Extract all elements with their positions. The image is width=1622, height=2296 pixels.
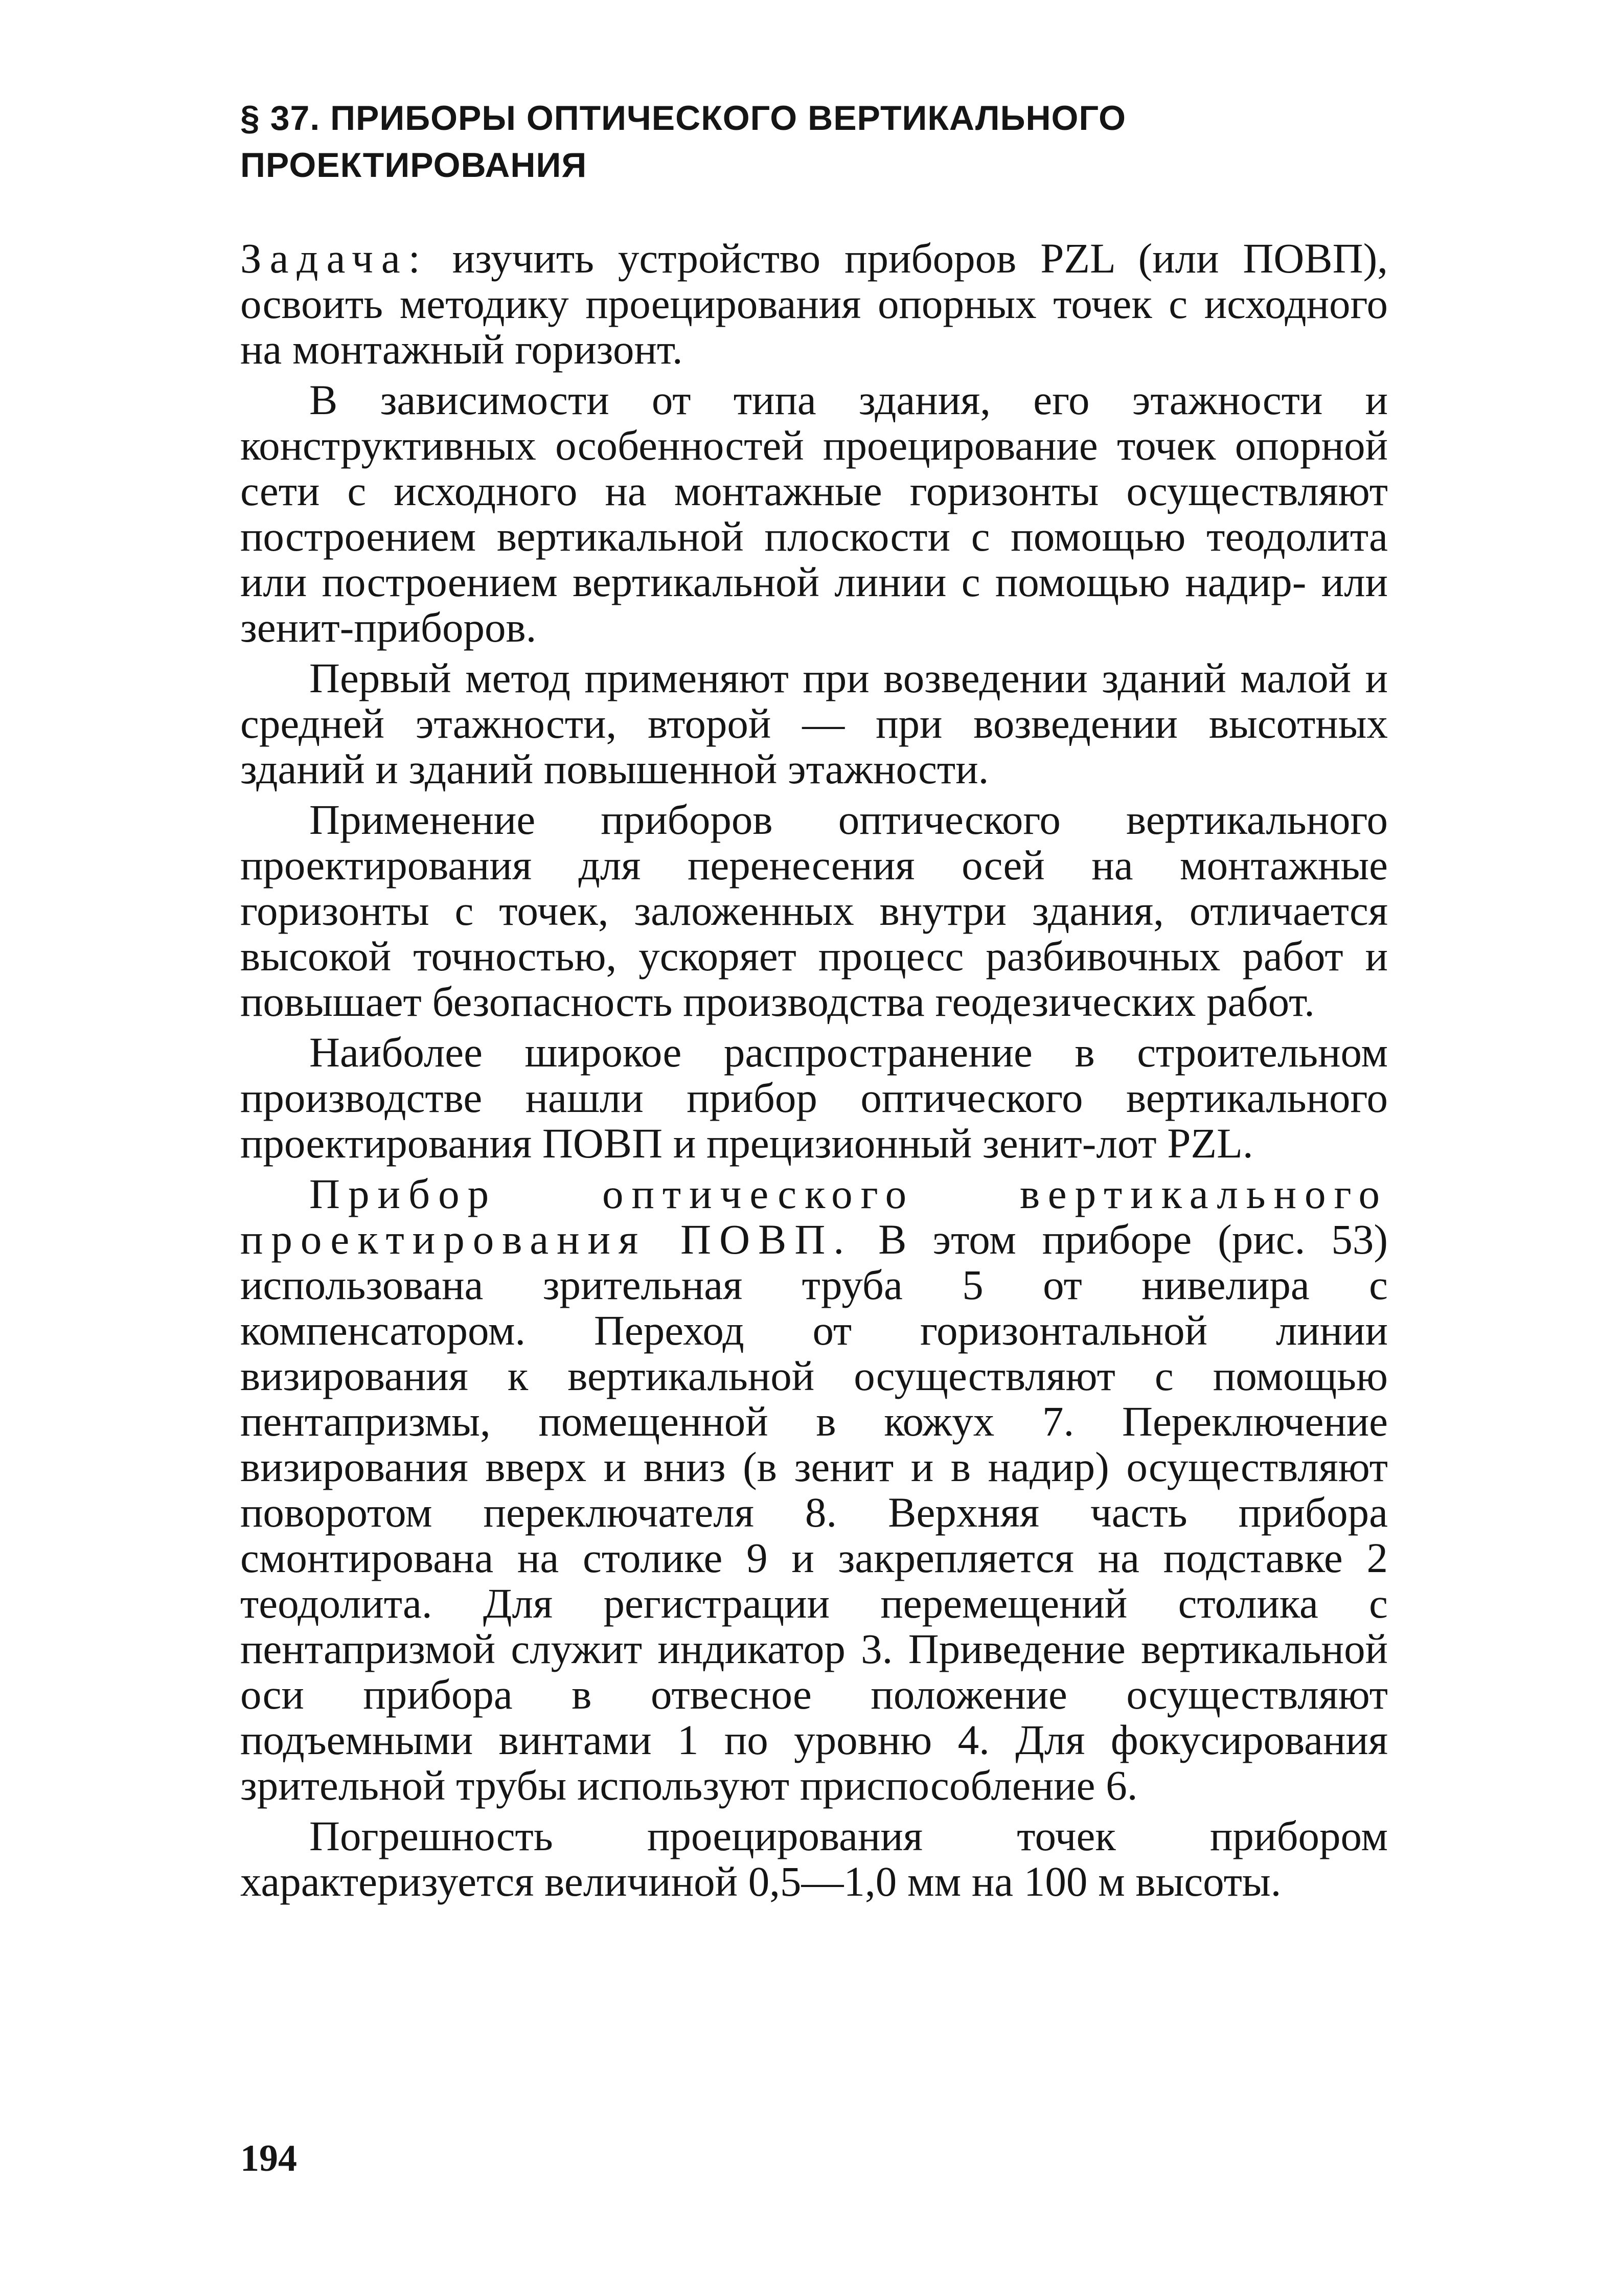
page-content: [240, 95, 1388, 1909]
paragraph-task: [240, 236, 1388, 372]
paragraph-5: Наиболее широкое распространение в строительном производстве нашли прибор оптического вертикального проектирования ПОВП и прецизионный зенит-лот PZL.: [240, 1029, 1388, 1167]
paragraph-device-description: [240, 1171, 1388, 1808]
page-number: 194: [240, 2138, 297, 2179]
body-text: [240, 236, 1388, 1904]
paragraph-4: Применение приборов оптического вертикального проектирования для перенесения осей на монтажные горизонты с точек, заложенных внутри здания, отличается высокой точностью, ускоряет процесс разбивочных работ и повышает безопасность производства геодезических работ.: [240, 796, 1388, 1025]
paragraph-accuracy: Погрешность проецирования точек прибором характеризуется величиной 0,5—1,0 мм на 100 м высоты.: [240, 1812, 1388, 1905]
section-heading: [240, 95, 1388, 189]
device-text: В этом приборе (рис. 53) использована зрительная труба 5 от нивелира с компенсатором. Переход от горизонтальной линии визирования к вертикальной осуществляют с помощью пентапризмы, помещенной в кожух 7. Переключение визирования вверх и вниз (в зенит и в надир) осуществляют поворотом переключателя 8. Верхняя часть прибора смонтирована на столике 9 и закрепляется на подставке 2 теодолита. Для регистрации перемещений столика с пентапризмой служит индикатор 3. Приведение вертикальной оси прибора в отвесное положение осуществляют подъемными винтами 1 по уровню 4. Для фокусирования зрительной трубы используют приспособление 6.: [240, 1216, 1388, 1809]
section-heading-line-1: § 37. ПРИБОРЫ ОПТИЧЕСКОГО ВЕРТИКАЛЬНОГО: [240, 99, 1126, 138]
section-heading-line-2: ПРОЕКТИРОВАНИЯ: [240, 146, 587, 185]
device-label: Прибор оптического вертикального проектирования ПОВП.: [240, 1170, 1388, 1263]
task-label: Задача:: [240, 235, 428, 282]
paragraph-3: Первый метод применяют при возведении зданий малой и средней этажности, второй — при возведении высотных зданий и зданий повышенной этажности.: [240, 654, 1388, 792]
paragraph-2: В зависимости от типа здания, его этажности и конструктивных особенностей проецирование точек опорной сети с исходного на монтажные горизонты осуществляют построением вертикальной плоскости с помощью теодолита или построением вертикальной линии с помощью надир- или зенит-приборов.: [240, 376, 1388, 651]
task-text: изучить устройство приборов PZL (или ПОВП), освоить методику проецирования опорных точек с исходного на монтажный горизонт.: [240, 235, 1388, 373]
